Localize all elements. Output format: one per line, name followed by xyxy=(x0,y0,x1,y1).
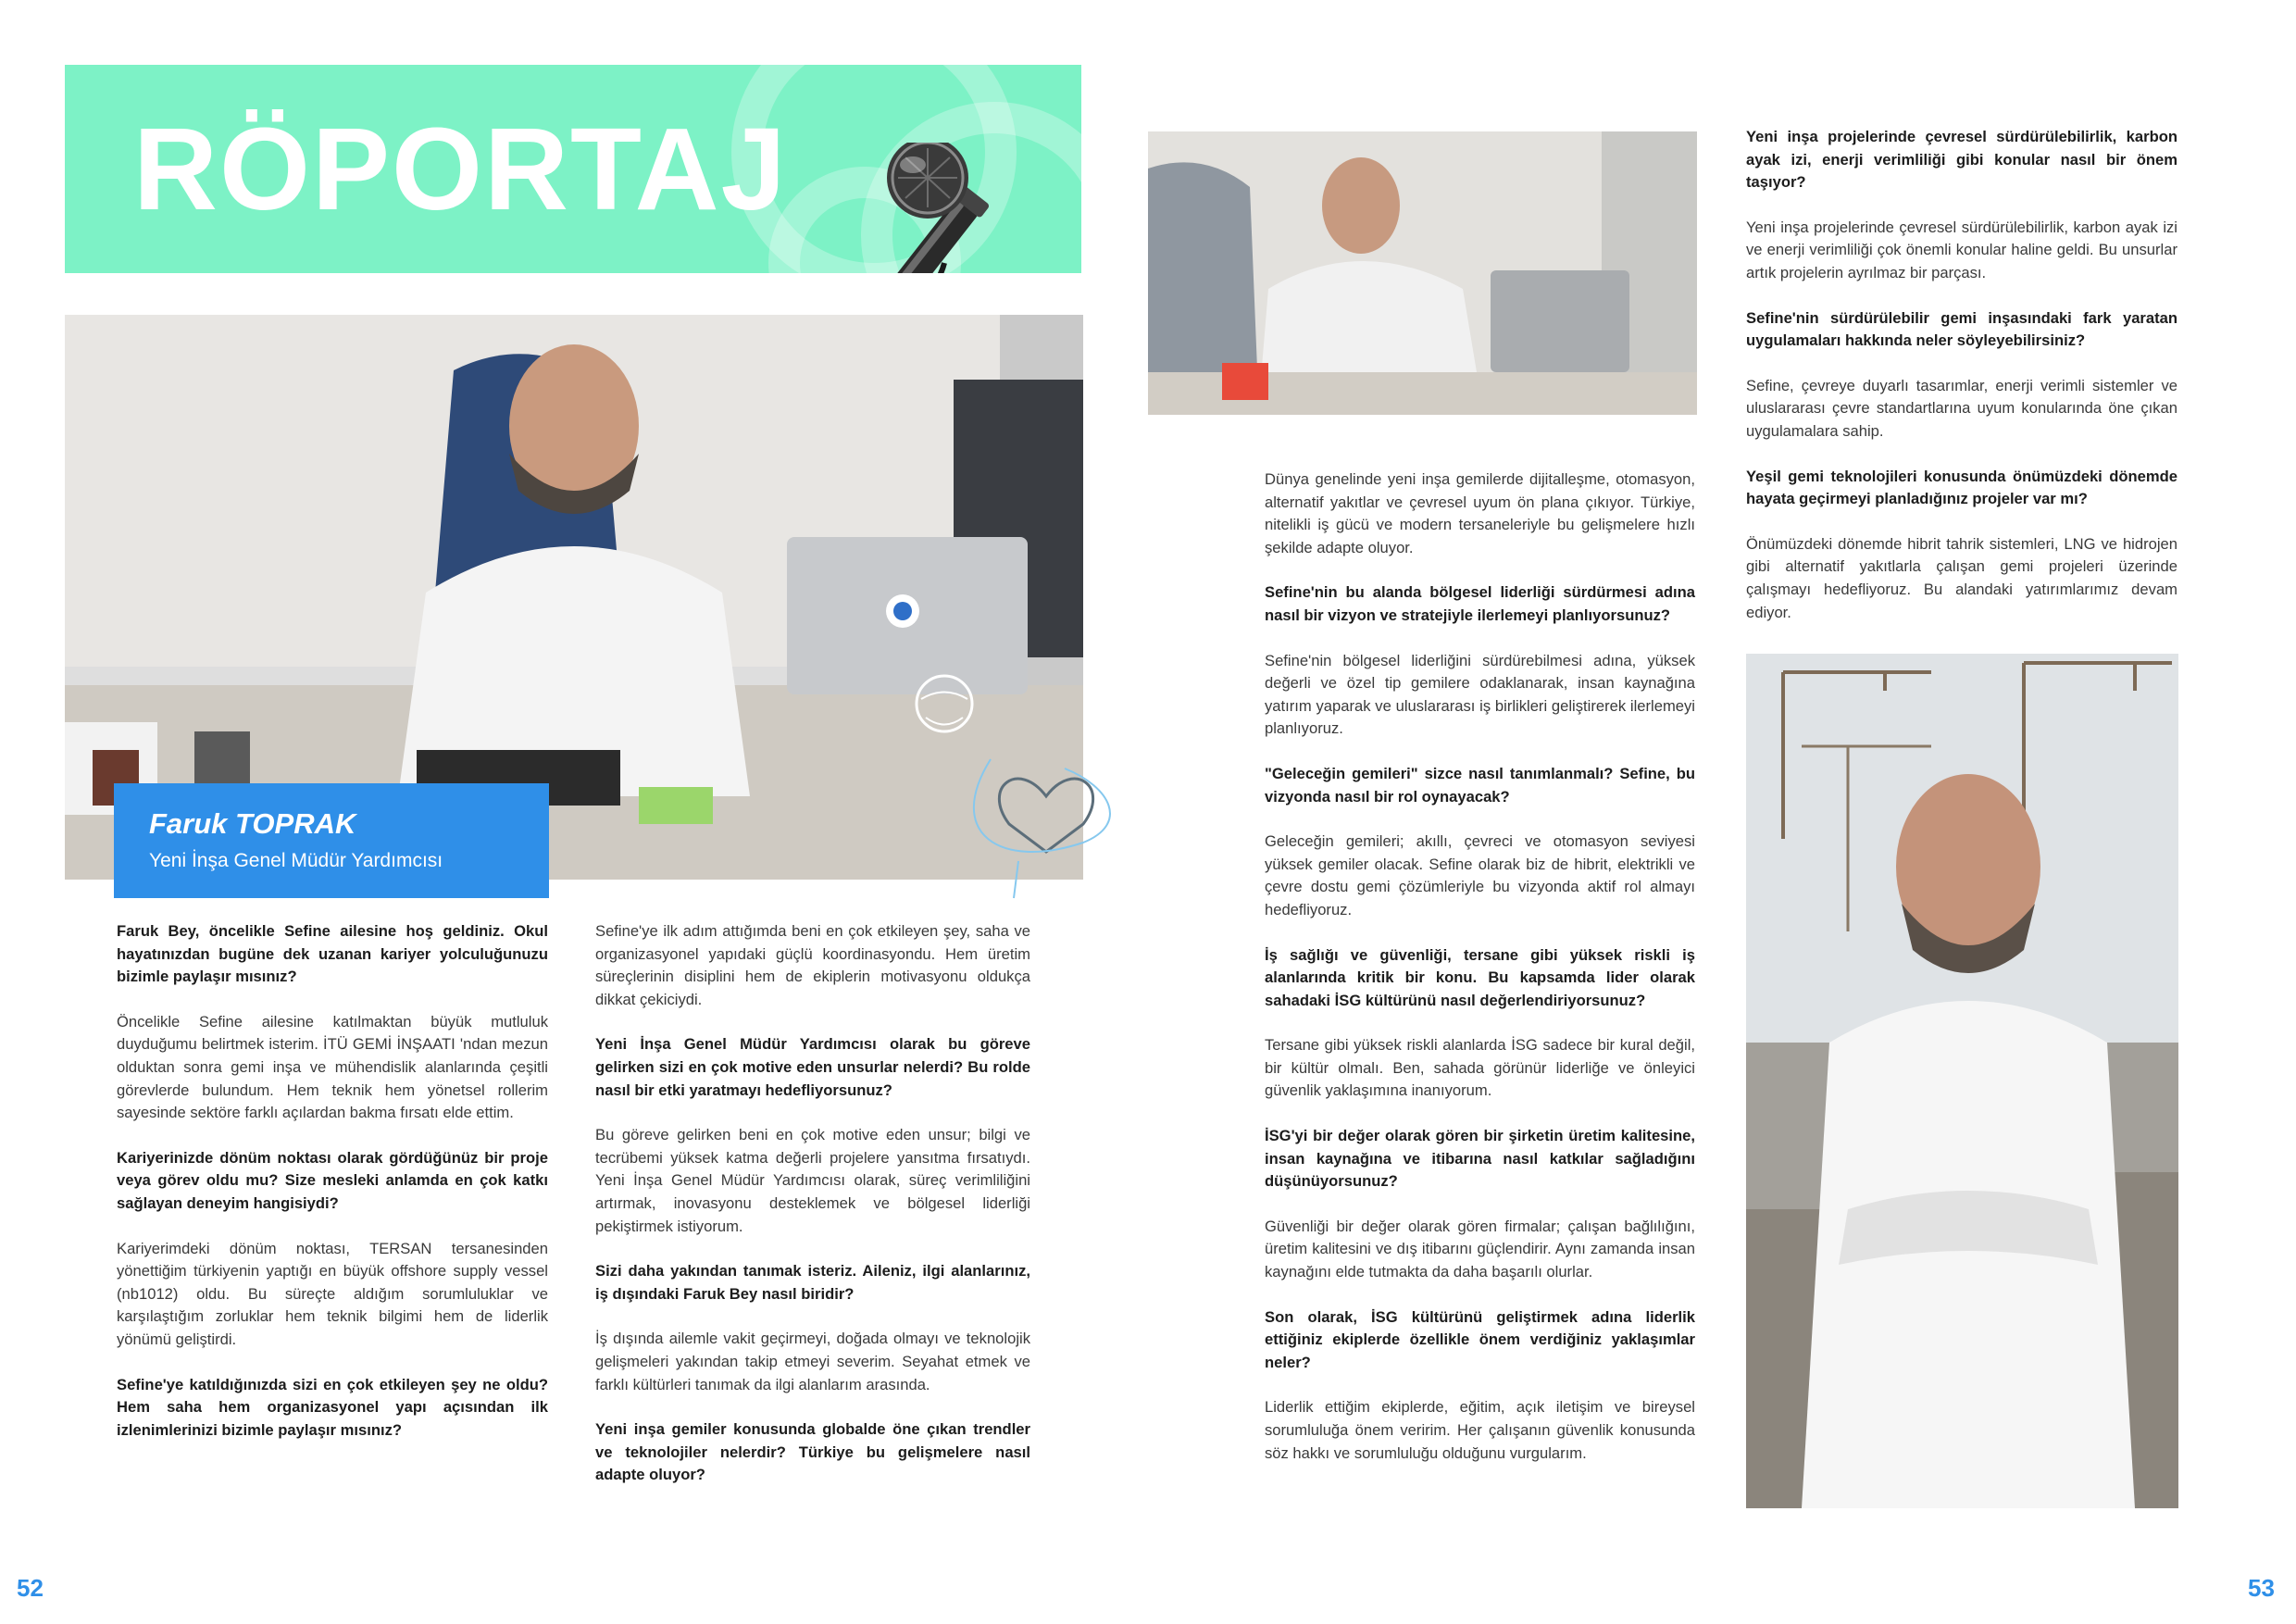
page-number-left: 52 xyxy=(17,1574,44,1602)
question-paragraph: Son olarak, İSG kültürünü geliştirmek adına liderlik ettiğiniz ekiplerde özellikle önem verdiğiniz yaklaşımlar neler? xyxy=(1265,1307,1695,1371)
question-paragraph: Sizi daha yakından tanımak isteriz. Aileniz, ilgi alanlarınız, iş dışındaki Faruk Bey nasıl biridir? xyxy=(595,1262,1030,1303)
answer-paragraph: İş dışında ailemle vakit geçirmeyi, doğada olmayı ve teknolojik gelişmeleri yakından takip etmeyi severim. Seyahat etmek ve farklı kültürleri tanımak da ilgi alanlarım arasında. xyxy=(595,1330,1030,1393)
text-column-2 xyxy=(595,920,1030,1509)
profile-name: Faruk TOPRAK xyxy=(149,807,356,840)
answer-paragraph: Sefine'ye ilk adım attığımda beni en çok etkileyen şey, saha ve organizasyonel yapıdaki güçlü koordinasyondu. Hem üretim süreçlerinin disiplini hem de ekiplerin motivasyonu oldukça dikkat çekiciydi. xyxy=(595,922,1030,1008)
profile-role: Yeni İnşa Genel Müdür Yardımcısı xyxy=(149,850,443,871)
answer-paragraph: Sefine, çevreye duyarlı tasarımlar, enerji verimli sistemler ve uluslararası çevre standartlarına uyum konularında öne çıkan uygulamalara sahip. xyxy=(1746,376,2177,440)
answer-paragraph: Dünya genelinde yeni inşa gemilerde dijitalleşme, otomasyon, alternatif yakıtlar ve çevresel uyum ön plana çıkıyor. Türkiye, nitelikli iş gücü ve modern tersaneleriyle bu gelişmelere hızlı şekilde adapte oluyor. xyxy=(1265,470,1695,556)
question-paragraph: Yeni inşa projelerinde çevresel sürdürülebilirlik, karbon ayak izi, enerji verimliliği gibi konular nasıl bir önem taşıyor? xyxy=(1746,128,2177,192)
answer-paragraph: Güvenliği bir değer olarak gören firmalar; çalışan bağlılığını, üretim kalitesini ve dış itibarını güçlendirir. Aynı zamanda insan kaynağını elde tutmakta da daha başarılı olurlar. xyxy=(1265,1217,1695,1281)
text-column-1 xyxy=(117,920,548,1464)
question-paragraph: Yeşil gemi teknolojileri konusunda önümüzdeki dönemde hayata geçirmeyi planladığınız projeler var mı? xyxy=(1746,467,2177,508)
page-title: RÖPORTAJ xyxy=(133,104,788,234)
answer-paragraph: Sefine'nin bölgesel liderliğini sürdürebilmesi adına, yüksek değerli ve özel tip gemilere odaklanarak, insan kaynağına yatırım yaparak ve uluslararası iş birlikleri geliştirerek ilerlemeyi planlıyoruz. xyxy=(1265,651,1695,738)
question-paragraph: Sefine'nin bu alanda bölgesel liderliği sürdürmesi adına nasıl bir vizyon ve stratejiyle ilerlemeyi planlıyorsunuz? xyxy=(1265,583,1695,624)
question-paragraph: Faruk Bey, öncelikle Sefine ailesine hoş geldiniz. Okul hayatınızdan bugüne dek uzanan kariyer yolculuğunuzu bizimle paylaşır mısınız? xyxy=(117,922,548,986)
answer-paragraph: Yeni inşa projelerinde çevresel sürdürülebilirlik, karbon ayak izi ve enerji verimliliği çok önemli konular haline geldi. Bu unsurlar artık projelerin ayrılmaz bir parçası. xyxy=(1746,218,2177,281)
profile-name-box xyxy=(114,783,549,898)
answer-paragraph: Kariyerimdeki dönüm noktası, TERSAN tersanesinden yönettiğim türkiyenin yaptığı en büyük offshore supply vessel (nb1012) oldu. Bu süreçte aldığım sorumluluklar ve karşılaştığım zorluklar hem teknik bilgimi hem de liderlik yönümü geliştirdi. xyxy=(117,1239,548,1348)
question-paragraph: Sefine'nin sürdürülebilir gemi inşasındaki fark yaratan uygulamaları hakkında neler söyleyebilirsiniz? xyxy=(1746,308,2177,350)
page-number-right: 53 xyxy=(2248,1574,2275,1602)
microphone-icon xyxy=(880,143,1081,273)
answer-paragraph: Liderlik ettiğim ekiplerde, eğitim, açık iletişim ve bireysel sorumluluğa önem veririm. Her çalışanın güvenlik konusunda söz hakkı ve sorumluluğu olduğunu vurgularım. xyxy=(1265,1398,1695,1462)
question-paragraph: "Geleceğin gemileri" sizce nasıl tanımlanmalı? Sefine, bu vizyonda nasıl bir rol oynayacak? xyxy=(1265,764,1695,806)
question-paragraph: Yeni inşa gemiler konusunda globalde öne çıkan trendler ve teknolojiler nelerdir? Türkiye bu gelişmelere nasıl adapte oluyor? xyxy=(595,1420,1030,1484)
question-paragraph: Yeni İnşa Genel Müdür Yardımcısı olarak bu göreve gelirken sizi en çok motive eden unsurlar nelerdi? Bu rolde nasıl bir etki yaratmayı hedefliyorsunuz? xyxy=(595,1035,1030,1099)
question-paragraph: Kariyerinizde dönüm noktası olarak gördüğünüz bir proje veya görev oldu mu? Size mesleki anlamda en çok katkı sağlayan deneyim hangisiydi? xyxy=(117,1148,548,1212)
question-paragraph: Sefine'ye katıldığınızda sizi en çok etkileyen şey ne oldu? Hem saha hem organizasyonel yapı açısından ilk izlenimlerinizi bizimle paylaşır mısınız? xyxy=(117,1375,548,1439)
office-photo xyxy=(1148,131,1697,415)
answer-paragraph: Öncelikle Sefine ailesine katılmaktan büyük mutluluk duyduğumu belirtmek isterim. İTÜ GEMİ İNŞAATI 'ndan mezun olduktan sonra gemi inşa ve mühendislik alanlarında çeşitli görevlerde bulundum. Hem teknik hem yönetsel rollerim sayesinde sektöre farklı açılardan bakma fırsatı elde ettim. xyxy=(117,1012,548,1122)
text-column-4 xyxy=(1746,126,2177,646)
answer-paragraph: Bu göreve gelirken beni en çok motive eden unsur; bilgi ve tecrübemi yüksek katma değerli projelere yansıtma fırsatıydı. Yeni İnşa Genel Müdür Yardımcısı olarak, süreç verimliliğini artırmak, inovasyonu desteklemek ve bölgesel liderliği pekiştirmek istiyorum. xyxy=(595,1126,1030,1235)
question-paragraph: İSG'yi bir değer olarak gören bir şirketin üretim kalitesine, insan kaynağına ve itibarına nasıl katkılar sağladığını düşünüyorsunuz? xyxy=(1265,1127,1695,1191)
text-column-3 xyxy=(1265,468,1695,1487)
answer-paragraph: Geleceğin gemileri; akıllı, çevreci ve otomasyon seviyesi yüksek gemiler olacak. Sefine olarak biz de hibrit, elektrikli ve çevre dostu gemi çözümleriyle bu vizyonda aktif rol almayı hedefliyoruz. xyxy=(1265,832,1695,918)
doodle-decoration xyxy=(852,648,1148,907)
header-banner xyxy=(65,65,1081,273)
answer-paragraph: Tersane gibi yüksek riskli alanlarda İSG sadece bir kural değil, bir kültür olmalı. Ben, sahada görünür liderliğe ve önleyici güvenlik yaklaşımına inanıyorum. xyxy=(1265,1036,1695,1100)
portrait-photo xyxy=(1746,654,2178,1508)
answer-paragraph: Önümüzdeki dönemde hibrit tahrik sistemleri, LNG ve hidrojen gibi alternatif yakıtlarla çalışan gemi projeleri üzerinde çalışmayı hedefliyoruz. Bu alandaki yatırımlarımız devam ediyor. xyxy=(1746,534,2177,621)
question-paragraph: İş sağlığı ve güvenliği, tersane gibi yüksek riskli iş alanlarında kritik bir konu. Bu kapsamda lider olarak sahadaki İSG kültürünü nasıl değerlendiriyorsunuz? xyxy=(1265,945,1695,1009)
